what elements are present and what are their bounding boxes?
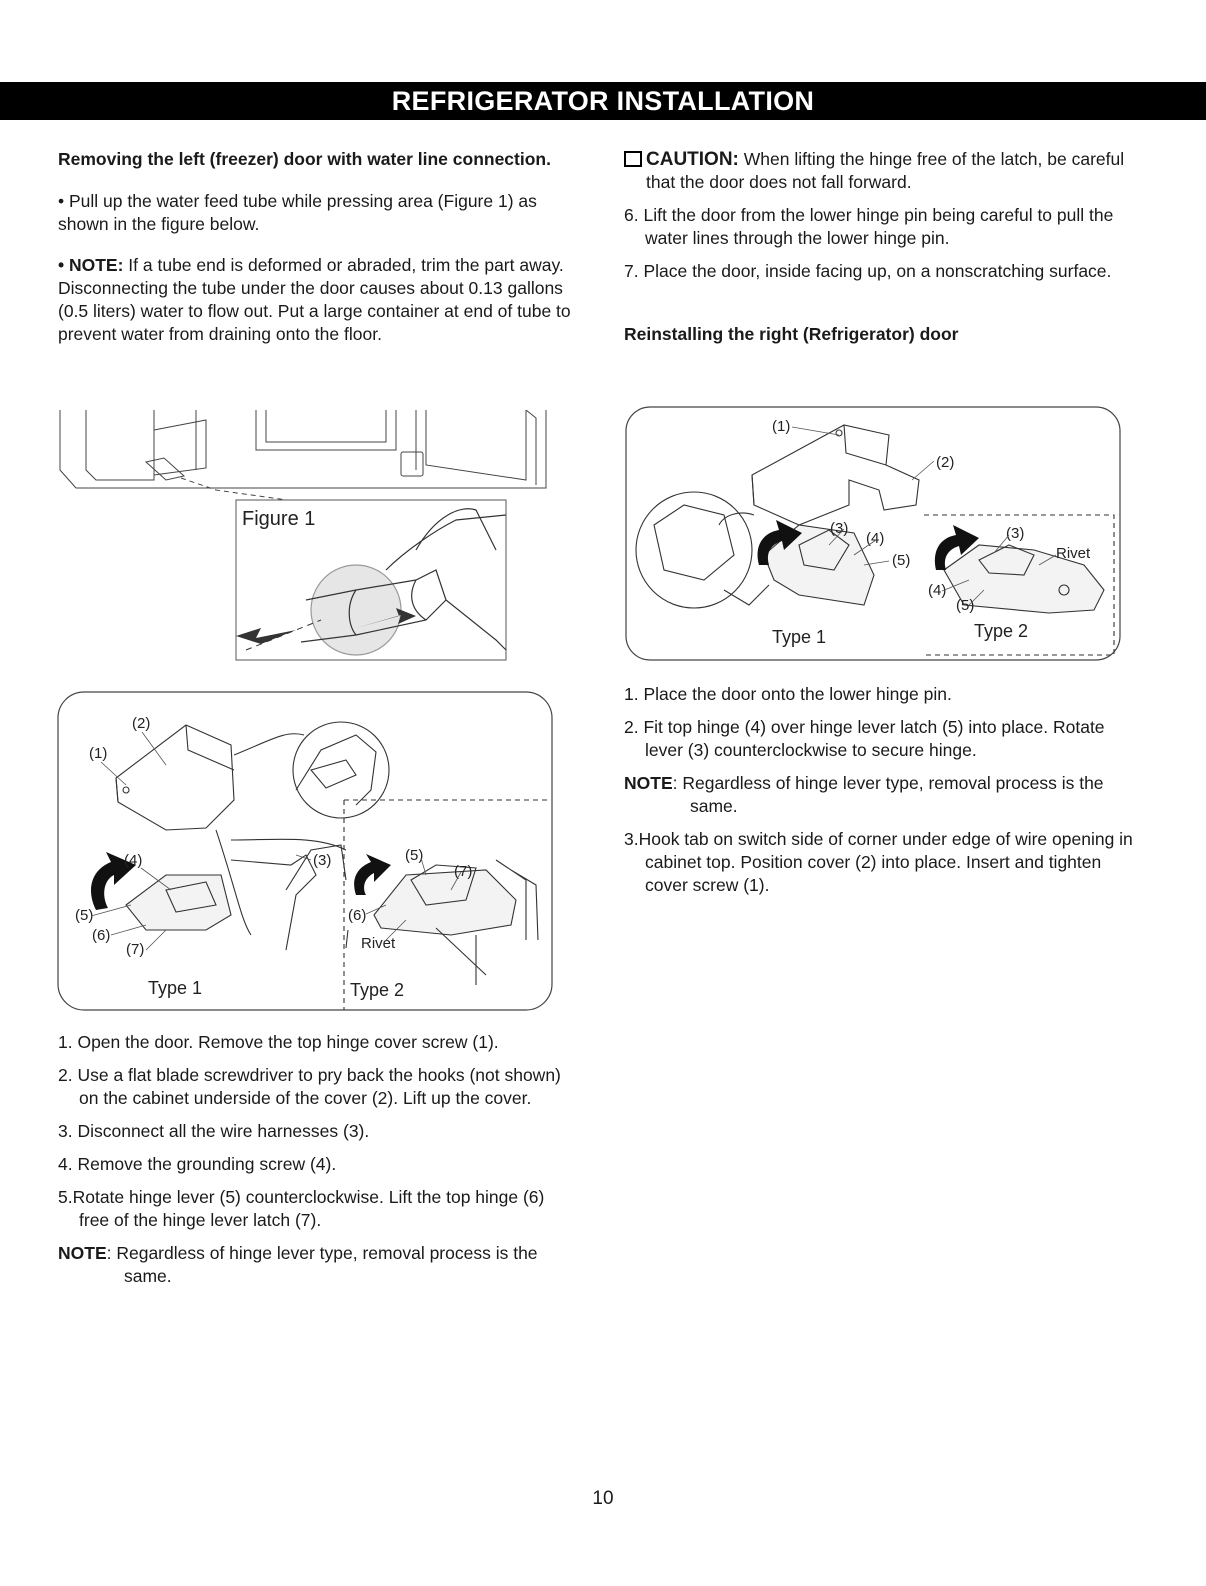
caution-block — [624, 148, 1144, 194]
left-note-label: NOTE — [58, 1243, 107, 1263]
left-diag-label-5: (5) — [75, 907, 94, 924]
right-diag-label-1: (1) — [772, 418, 791, 435]
left-step-4: 4. Remove the grounding screw (4). — [58, 1154, 337, 1174]
left-hinge-diagram — [56, 690, 556, 1015]
right-diag-t2-label-3: (3) — [1006, 525, 1025, 542]
left-diag-type2: Type 2 — [350, 980, 405, 1000]
left-step-5: 5.Rotate hinge lever (5) counterclockwise. Lift the top hinge (6) free of the hinge lever latch (7). — [58, 1187, 545, 1230]
left-diag-t2-label-7: (7) — [454, 863, 473, 880]
right-steps — [624, 683, 1144, 907]
bullet-note — [58, 254, 578, 346]
left-step-2: 2. Use a flat blade screwdriver to pry back the hooks (not shown) on the cabinet underside of the cover (2). Lift up the cover. — [58, 1065, 561, 1108]
left-step-3: 3. Disconnect all the wire harnesses (3). — [58, 1121, 370, 1141]
bullet-pull-tube: • Pull up the water feed tube while pressing area (Figure 1) as shown in the figure below. — [58, 191, 537, 234]
left-note-text: : Regardless of hinge lever type, removal process is the same. — [106, 1243, 538, 1286]
left-diag-label-4: (4) — [124, 852, 143, 869]
right-diag-rivet: Rivet — [1056, 545, 1091, 562]
right-diag-type2: Type 2 — [974, 621, 1029, 641]
right-step-3: 3.Hook tab on switch side of corner under edge of wire opening in cabinet top. Position cover (2) into place. Insert and tighten cover screw (1). — [624, 829, 1133, 895]
left-diag-label-1: (1) — [89, 745, 108, 762]
bullet-note-text: If a tube end is deformed or abraded, trim the part away. Disconnecting the tube under the door causes about 0.13 gallons (0.5 liters) water to flow out. Put a large container at end of tube to prevent water from draining onto the floor. — [58, 255, 571, 344]
right-note-text: : Regardless of hinge lever type, removal process is the same. — [672, 773, 1104, 816]
left-diag-label-7: (7) — [126, 941, 145, 958]
caution-icon — [624, 151, 642, 167]
right-note — [624, 772, 1144, 818]
page-number: 10 — [592, 1488, 614, 1509]
right-heading: Reinstalling the right (Refrigerator) door — [624, 324, 959, 344]
left-step-1: 1. Open the door. Remove the top hinge cover screw (1). — [58, 1032, 499, 1052]
right-diag-t2-label-4: (4) — [928, 582, 947, 599]
left-diag-label-3: (3) — [313, 852, 332, 869]
left-diag-label-6: (6) — [92, 927, 111, 944]
figure1-diagram — [56, 410, 556, 665]
right-diag-label-2: (2) — [936, 454, 955, 471]
left-diag-label-2: (2) — [132, 715, 151, 732]
figure1-label: Figure 1 — [242, 508, 316, 530]
left-diag-rivet: Rivet — [361, 935, 396, 952]
left-diag-t2-label-5: (5) — [405, 847, 424, 864]
right-column-top — [624, 148, 1144, 345]
left-diag-type1: Type 1 — [148, 978, 203, 998]
right-hinge-diagram — [624, 405, 1124, 665]
left-heading: Removing the left (freezer) door with water line connection. — [58, 149, 551, 169]
bullet-note-label: • NOTE: — [58, 255, 124, 275]
right-diag-type1: Type 1 — [772, 627, 827, 647]
left-note — [58, 1242, 578, 1288]
right-step-2: 2. Fit top hinge (4) over hinge lever latch (5) into place. Rotate lever (3) counterclockwise to secure hinge. — [624, 717, 1105, 760]
left-column-top — [58, 148, 578, 346]
caution-text: When lifting the hinge free of the latch, be careful that the door does not fall forward. — [646, 149, 1125, 192]
right-step-6: 6. Lift the door from the lower hinge pin being careful to pull the water lines through the lower hinge pin. — [624, 205, 1114, 248]
right-step-7: 7. Place the door, inside facing up, on a nonscratching surface. — [624, 261, 1112, 281]
left-steps — [58, 1031, 578, 1298]
page-banner: REFRIGERATOR INSTALLATION — [0, 82, 1206, 120]
right-note-label: NOTE — [624, 773, 673, 793]
right-step-1: 1. Place the door onto the lower hinge pin. — [624, 684, 952, 704]
right-diag-label-5: (5) — [892, 552, 911, 569]
right-diag-label-4: (4) — [866, 530, 885, 547]
right-diag-label-3: (3) — [830, 520, 849, 537]
right-diag-t2-label-5: (5) — [956, 597, 975, 614]
left-diag-t2-label-6: (6) — [348, 907, 367, 924]
caution-label: CAUTION: — [646, 149, 739, 170]
